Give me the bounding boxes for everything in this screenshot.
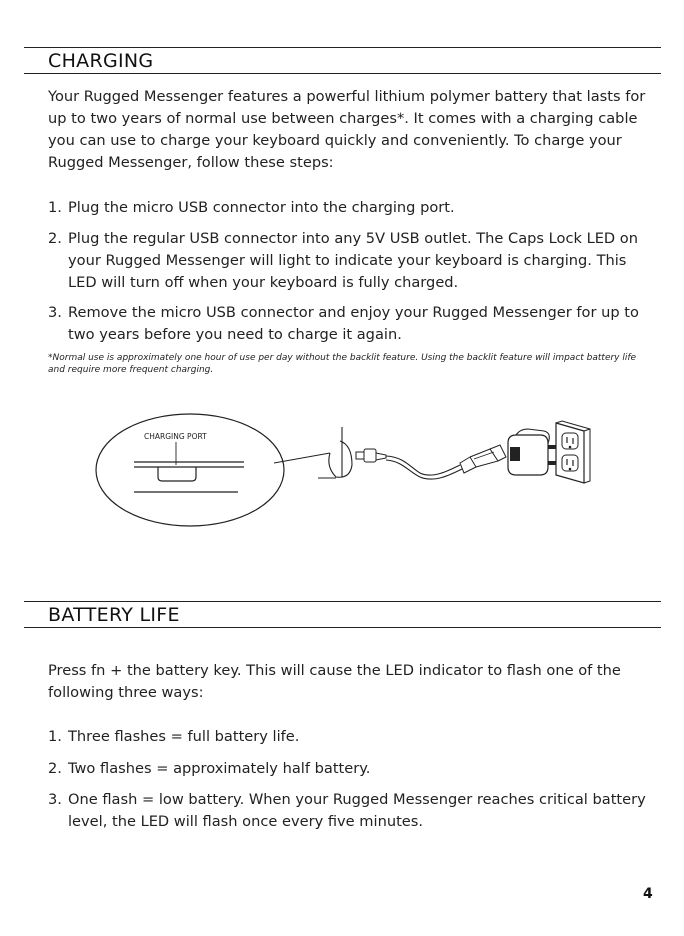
item-number: 1. bbox=[48, 728, 62, 745]
charging-step-3 bbox=[48, 302, 648, 346]
item-number: 2. bbox=[48, 760, 62, 777]
step-text: Remove the micro USB connector and enjoy your Rugged Messenger for up to two years before you need to charge it again. bbox=[68, 304, 639, 343]
step-text: Plug the regular USB connector into any 5V USB outlet. The Caps Lock LED on your Rugged Messenger will light to indicate your keyboard is charging. This LED will turn off when your keyboard is fully charged. bbox=[68, 230, 638, 291]
charging-top-rule bbox=[24, 47, 661, 48]
battery-bottom-rule bbox=[24, 627, 661, 628]
battery-item-3 bbox=[48, 789, 648, 833]
battery-heading: BATTERY LIFE bbox=[48, 604, 180, 626]
battery-item-1 bbox=[48, 726, 648, 748]
magnifier-ellipse bbox=[96, 414, 284, 526]
step-number: 3. bbox=[48, 304, 62, 321]
charging-intro: Your Rugged Messenger features a powerful lithium polymer battery that lasts for up to two years of normal use between charges*. It comes with a charging cable you can use to charge your keyboard quickly and conveniently. To charge your Rugged Messenger, follow these steps: bbox=[48, 88, 646, 171]
charging-heading: CHARGING bbox=[48, 50, 154, 72]
item-number: 3. bbox=[48, 791, 62, 808]
battery-intro: Press fn + the battery key. This will cause the LED indicator to flash one of the following three ways: bbox=[48, 662, 621, 701]
step-text: Plug the micro USB connector into the charging port. bbox=[68, 199, 455, 216]
charging-footnote: *Normal use is approximately one hour of use per day without the backlit feature. Using the backlit feature will impact battery life and require more frequent charging. bbox=[48, 353, 637, 375]
charging-port-label: CHARGING PORT bbox=[144, 432, 207, 441]
item-text: One flash = low battery. When your Rugged Messenger reaches critical battery level, the LED will flash once every five minutes. bbox=[68, 791, 646, 830]
page-number: 4 bbox=[643, 886, 653, 902]
charging-step-2 bbox=[48, 228, 648, 294]
item-text: Two flashes = approximately half battery. bbox=[68, 760, 371, 777]
step-number: 2. bbox=[48, 230, 62, 247]
step-number: 1. bbox=[48, 199, 62, 216]
battery-top-rule bbox=[24, 601, 661, 602]
battery-item-2 bbox=[48, 758, 648, 780]
item-text: Three flashes = full battery life. bbox=[68, 728, 300, 745]
charging-diagram bbox=[0, 405, 684, 545]
charging-bottom-rule bbox=[24, 73, 661, 74]
charging-step-1 bbox=[48, 197, 648, 219]
